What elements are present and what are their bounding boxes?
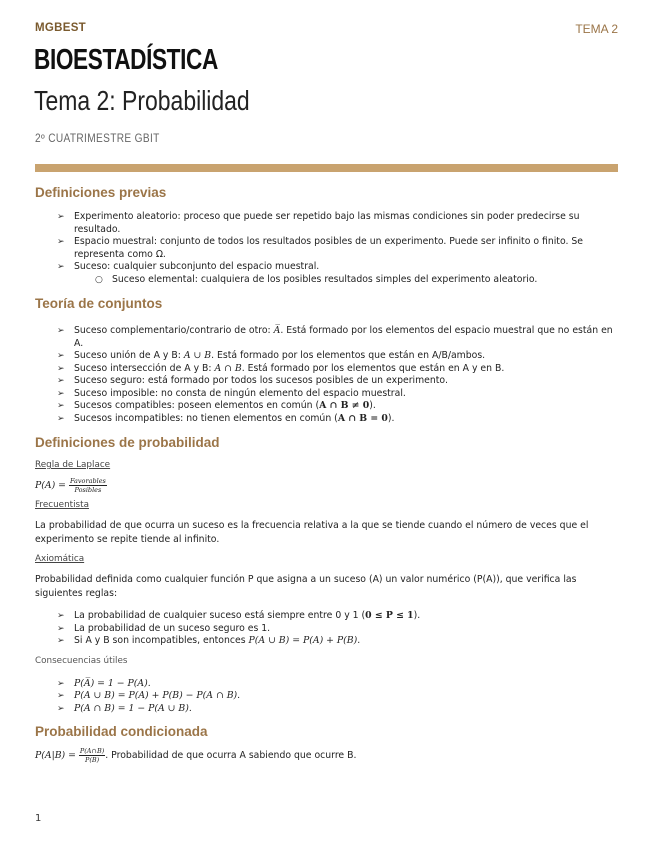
list-item: ➢ Sucesos incompatibles: no tienen elementos en común (A ∩ B = 0). bbox=[57, 412, 395, 424]
arrow-bullet-icon: ➢ bbox=[57, 678, 65, 689]
arrow-bullet-icon: ➢ bbox=[57, 611, 65, 621]
list-item: ➢ P(A̅) = 1 − P(A). bbox=[57, 677, 151, 689]
list-item: ➢ Suceso seguro: está formado por todos los sucesos posibles de un experimento. bbox=[57, 375, 448, 386]
arrow-bullet-icon: ➢ bbox=[57, 212, 65, 222]
list-item: ➢ La probabilidad de un suceso seguro es 1. bbox=[57, 622, 271, 634]
list-item: ➢ Suceso: cualquier subconjunto del espacio muestral. bbox=[57, 261, 320, 272]
document-body bbox=[35, 185, 618, 764]
arrow-bullet-icon: ➢ bbox=[57, 376, 65, 386]
consecuencias-label: Consecuencias útiles bbox=[35, 655, 128, 666]
page-number: 1 bbox=[35, 813, 42, 824]
title-divider bbox=[35, 164, 618, 172]
arrow-bullet-icon: ➢ bbox=[57, 237, 65, 247]
condicionada-formula: P(A|B) = $\frac{P(A\cap B)}{P(B)}$ . Probabilidad de que ocurra A sabiendo que ocurre B. bbox=[35, 747, 357, 764]
arrow-bullet-icon: ➢ bbox=[57, 351, 65, 361]
laplace-fraction: $\frac{\text{Favorables}}{\text{Posibles}}$ bbox=[69, 477, 106, 494]
arrow-bullet-icon: ➢ bbox=[57, 703, 65, 714]
list-item: ➢ Sucesos compatibles: poseen elementos en común (A ∩ B ≠ 0). bbox=[57, 400, 376, 411]
list-item: ➢ La probabilidad de cualquier suceso está siempre entre 0 y 1 (0 ≤ P ≤ 1). bbox=[57, 610, 421, 621]
list-item: ➢ Suceso intersección de A y B: A ∩ B. Está formado por los elementos que están en A y en B. bbox=[57, 362, 505, 374]
arrow-bullet-icon: ➢ bbox=[57, 636, 65, 646]
bullet-list bbox=[35, 325, 618, 425]
list-item: ➢ Suceso complementario/contrario de otro: A̅. Está formado por los elementos del espacio muestral que no están en A. bbox=[57, 325, 613, 349]
section-heading-teoria-conjuntos: Teoría de conjuntos bbox=[35, 296, 163, 311]
list-item: ➢ Suceso imposible: no consta de ningún elemento del espacio muestral. bbox=[57, 387, 406, 399]
section-heading-definiciones-previas: Definiciones previas bbox=[35, 185, 167, 200]
arrow-bullet-icon: ➢ bbox=[57, 401, 65, 411]
arrow-bullet-icon: ➢ bbox=[57, 262, 65, 272]
arrow-bullet-icon: ➢ bbox=[57, 363, 65, 374]
document-title: BIOESTADÍSTICA bbox=[34, 44, 218, 76]
axiomatica-label: Axiomática bbox=[35, 554, 85, 564]
list-item: ➢ Suceso unión de A y B: A ∪ B. Está formado por los elementos que están en A/B/ambos. bbox=[57, 350, 486, 361]
sub-list-item: ○ Suceso elemental: cualquiera de los posibles resultados simples del experimento aleatorio. bbox=[95, 273, 538, 285]
document-subtitle: Tema 2: Probabilidad bbox=[34, 85, 250, 116]
frecuentista-label: Frecuentista bbox=[35, 500, 89, 510]
arrow-bullet-icon: ➢ bbox=[57, 413, 65, 424]
bullet-list bbox=[35, 610, 618, 648]
condicionada-fraction: $\frac{P(A\cap B)}{P(B)}$ bbox=[79, 747, 105, 764]
list-item: ➢ P(A ∩ B) = 1 − P(A ∪ B). bbox=[57, 702, 192, 714]
bullet-list bbox=[35, 211, 618, 286]
arrow-bullet-icon: ➢ bbox=[57, 623, 65, 634]
arrow-bullet-icon: ➢ bbox=[57, 691, 65, 701]
section-heading-condicionada: Probabilidad condicionada bbox=[35, 724, 208, 739]
laplace-formula: P(A) = $\frac{\text{Favorables}}{\text{Posibles}}$ bbox=[35, 477, 106, 494]
semester-label: 2º CUATRIMESTRE GBIT bbox=[35, 133, 160, 145]
list-item: ➢ Experimento aleatorio: proceso que puede ser repetido bajo las mismas condiciones sin poder predecirse su resultado. bbox=[57, 211, 580, 235]
list-item: ➢ Espacio muestral: conjunto de todos los resultados posibles de un experimento. Puede ser infinito o finito. Se representa como Ω. bbox=[57, 236, 584, 260]
bullet-list bbox=[35, 678, 618, 716]
section-heading-definiciones-probabilidad: Definiciones de probabilidad bbox=[35, 435, 220, 450]
circle-bullet-icon: ○ bbox=[95, 274, 103, 285]
arrow-bullet-icon: ➢ bbox=[57, 388, 65, 399]
list-item: ➢ P(A ∪ B) = P(A) + P(B) − P(A ∩ B). bbox=[57, 690, 241, 701]
laplace-label: Regla de Laplace bbox=[35, 460, 111, 470]
arrow-bullet-icon: ➢ bbox=[57, 326, 65, 336]
list-item: ➢ Si A y B son incompatibles, entonces P(A ∪ B) = P(A) + P(B). bbox=[57, 635, 361, 646]
axiomatica-text: Probabilidad definida como cualquier función P que asigna a un suceso (A) un valor numérico (P(A)), que verifica las siguientes reglas: bbox=[35, 574, 577, 599]
brand-label: MGBEST bbox=[35, 22, 86, 34]
header-tema: TEMA 2 bbox=[575, 22, 618, 36]
frecuentista-text: La probabilidad de que ocurra un suceso es la frecuencia relativa a la que se tiende cuando el número de veces que el experimento se repite tiende al infinito. bbox=[35, 520, 589, 545]
